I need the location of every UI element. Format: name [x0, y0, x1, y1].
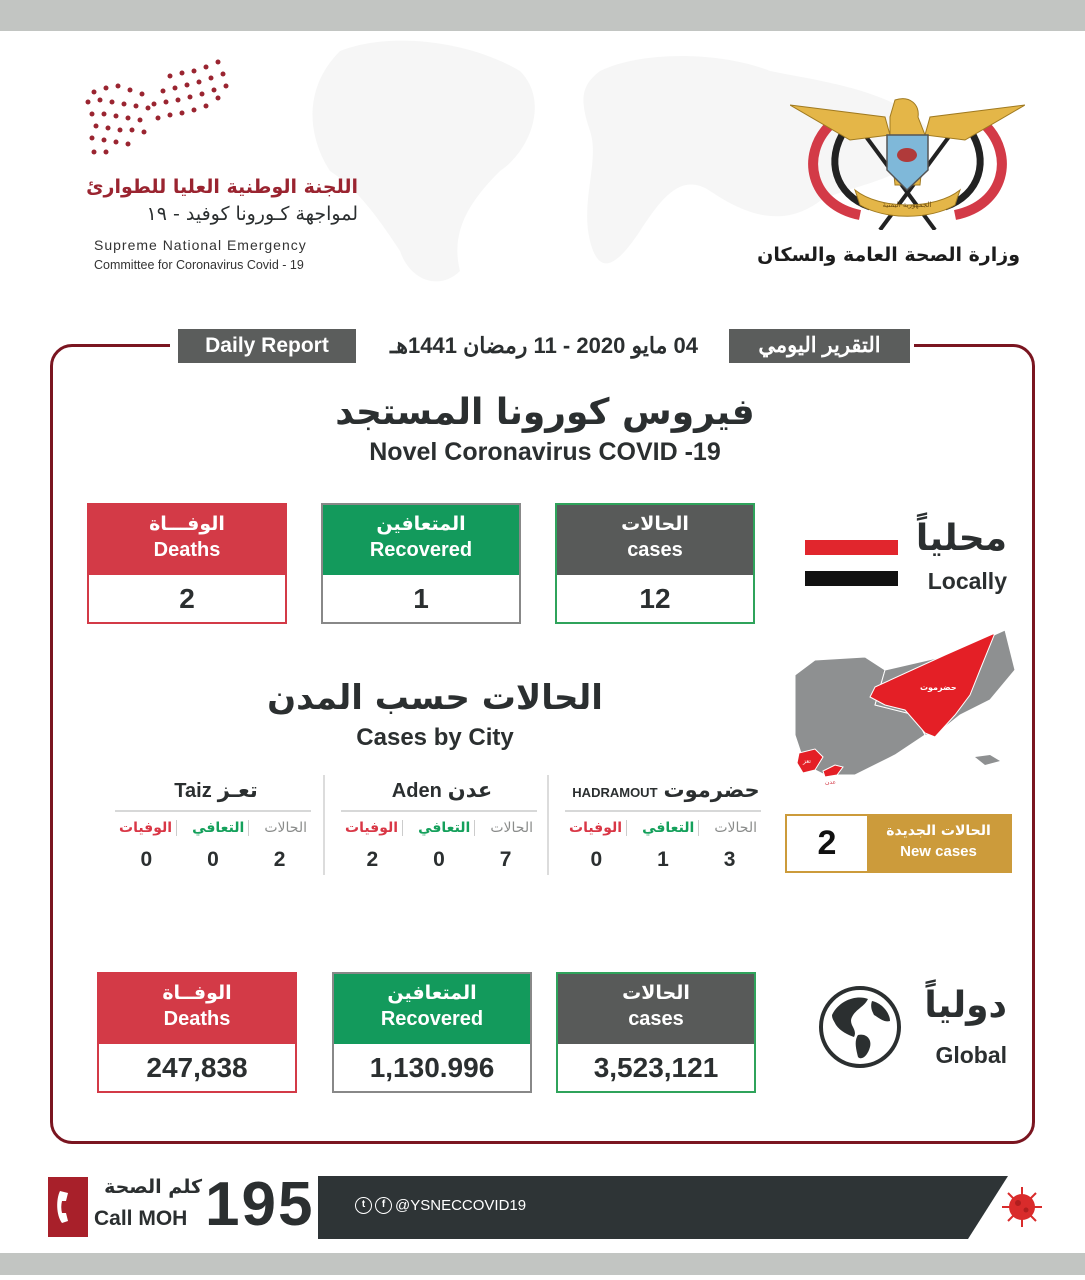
global-cases-label-en: cases [628, 1008, 684, 1030]
local-cases-label-en: cases [627, 539, 683, 561]
map-label-taiz: تعز [803, 758, 811, 765]
local-cases-value: 12 [639, 583, 671, 614]
local-deaths-label-en: Deaths [153, 539, 221, 561]
yemen-emblem-icon [790, 95, 1025, 230]
global-deaths-value: 247,838 [146, 1052, 248, 1083]
local-deaths-value: 2 [179, 583, 195, 614]
daily-report-label-ar: التقرير اليومي [729, 329, 910, 363]
global-cases-card [556, 972, 756, 1093]
city-name-ar: تعـز [217, 778, 258, 802]
local-recovered-label-ar: المتعافين [376, 513, 466, 535]
facebook-icon[interactable]: f [375, 1197, 392, 1214]
new-cases-label-en: New cases [900, 843, 977, 860]
emblem-ribbon-text: الجمهورية اليمنية [882, 201, 932, 209]
local-cases-label-ar: الحالات [621, 513, 689, 535]
committee-name-en-line1: Supreme National Emergency [94, 237, 307, 253]
local-recovered-label-en: Recovered [369, 539, 473, 561]
city-recovered: 0 [207, 848, 219, 871]
city-cases: 7 [499, 848, 512, 871]
col-label-cases: الحالات [264, 820, 307, 836]
phone-icon [48, 1177, 88, 1237]
daily-report-label: Daily Report [178, 329, 356, 363]
city-deaths: 2 [366, 848, 379, 871]
top-band [0, 0, 1085, 31]
global-recovered-label-en: Recovered [380, 1008, 484, 1030]
global-deaths-label-ar: الوفــاة [162, 982, 232, 1004]
local-scope-en: Locally [927, 568, 1007, 594]
yemen-map [775, 625, 1025, 785]
virus-icon [1000, 1185, 1044, 1229]
map-label-hadramout: حضرموت [920, 683, 957, 692]
new-cases-value: 2 [787, 816, 867, 871]
globe-icon [818, 985, 902, 1069]
global-deaths-label-en: Deaths [163, 1008, 231, 1030]
global-recovered-value: 1,130.996 [369, 1052, 495, 1083]
bottom-band [0, 1253, 1085, 1275]
global-recovered-label-ar: المتعافين [387, 982, 477, 1004]
city-taiz [113, 778, 313, 878]
city-hadramout [563, 778, 763, 878]
main-title-ar: فيروس كورونا المستجد [335, 392, 755, 433]
city-recovered: 1 [657, 848, 669, 871]
col-label-cases: الحالات [490, 820, 533, 836]
global-recovered-card [332, 972, 532, 1093]
city-name-en: Taiz [174, 780, 212, 802]
global-cases-value: 3,523,121 [593, 1052, 719, 1083]
city-cases: 2 [273, 848, 286, 871]
cities-title-en: Cases by City [356, 724, 514, 751]
city-name-en: Aden [391, 780, 442, 802]
new-cases-card [785, 814, 1012, 873]
city-cases: 3 [723, 848, 736, 871]
col-label-recovered: التعافي [638, 820, 699, 836]
committee-name-en-line2: Committee for Coronavirus Covid - 19 [94, 258, 304, 272]
city-divider [547, 775, 549, 875]
global-scope-ar: دولياً [924, 985, 1007, 1026]
local-deaths-label-ar: الوفـــاة [149, 513, 225, 535]
col-label-recovered: التعافي [414, 820, 475, 836]
col-label-cases: الحالات [714, 820, 757, 836]
call-moh-label-ar: كلم الصحة [104, 1176, 202, 1198]
hotline-number[interactable]: 195 [205, 1170, 315, 1239]
committee-name-ar-line1: اللجنة الوطنية العليا للطوارئ [86, 176, 358, 198]
local-cases-card [555, 503, 755, 624]
map-label-aden: عدن [825, 779, 837, 785]
committee-name-ar-line2: لمواجهة كـورونا كوفيد - ١٩ [146, 203, 358, 225]
social-handle[interactable]: @YSNECCOVID19 [395, 1197, 527, 1214]
ministry-name: وزارة الصحة العامة والسكان [757, 244, 1020, 266]
twitter-icon[interactable]: t [355, 1197, 372, 1214]
report-date: 04 مايو 2020 - 11 رمضان 1441هـ [389, 333, 699, 358]
new-cases-label-ar: الحالات الجديدة [886, 823, 991, 839]
social-handles[interactable] [355, 1197, 526, 1214]
global-cases-label-ar: الحالات [622, 982, 690, 1004]
city-name-ar: حضرموت [663, 778, 760, 802]
city-deaths: 0 [140, 848, 153, 871]
col-label-deaths: الوفيات [115, 820, 177, 836]
city-divider [323, 775, 325, 875]
city-name-en: HADRAMOUT [572, 785, 658, 800]
city-name-ar: عدن [447, 778, 493, 802]
local-scope-ar: محلياً [915, 518, 1007, 559]
local-recovered-value: 1 [413, 583, 429, 614]
city-recovered: 0 [433, 848, 445, 871]
main-title-en: Novel Coronavirus COVID -19 [369, 438, 721, 466]
col-label-deaths: الوفيات [565, 820, 627, 836]
dots-logo-icon [78, 58, 238, 158]
col-label-deaths: الوفيات [341, 820, 403, 836]
call-moh-label-en: Call MOH [94, 1207, 188, 1230]
global-deaths-card [97, 972, 297, 1093]
local-deaths-card [87, 503, 287, 624]
cities-title-ar: الحالات حسب المدن [267, 678, 603, 718]
yemen-flag-icon [805, 540, 898, 586]
local-recovered-card [321, 503, 521, 624]
city-deaths: 0 [590, 848, 603, 871]
city-aden [339, 778, 539, 878]
global-scope-en: Global [935, 1042, 1007, 1068]
col-label-recovered: التعافي [188, 820, 249, 836]
